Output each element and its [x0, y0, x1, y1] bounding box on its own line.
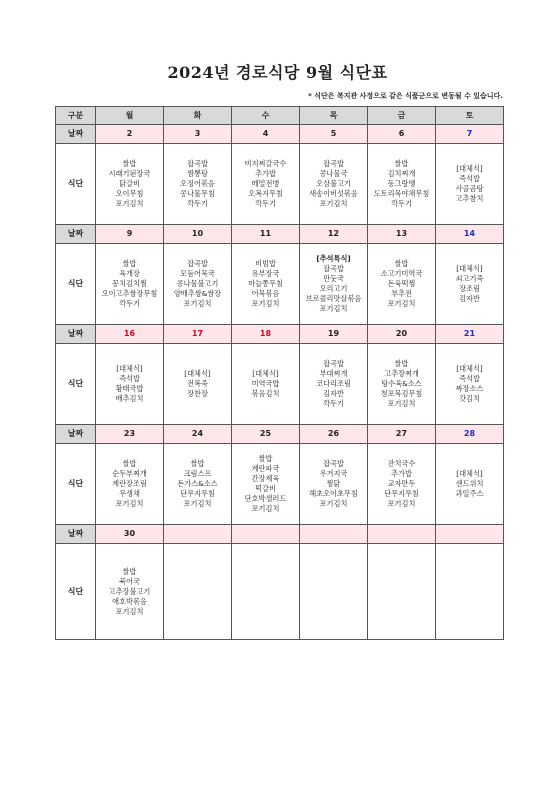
date-cell: 25 — [232, 425, 300, 444]
date-cell: 19 — [300, 325, 368, 344]
menu-cell — [436, 444, 504, 525]
menu-cell — [232, 444, 300, 525]
menu-item: 순두부찌개 — [112, 469, 147, 478]
menu-item: 포기김치 — [319, 304, 348, 313]
menu-item: [대체식] — [456, 469, 483, 478]
date-cell: 28 — [436, 425, 504, 444]
menu-item: 깍두기 — [391, 199, 412, 208]
menu-item: 깍두기 — [323, 399, 344, 408]
menu-item: 꽁치김치찜 — [112, 279, 147, 288]
menu-item: 황태국밥 — [115, 384, 144, 393]
meal-calendar-table — [55, 106, 504, 640]
date-cell: 12 — [300, 225, 368, 244]
menu-item: 포기김치 — [183, 499, 212, 508]
menu-item: 오이무침 — [115, 189, 144, 198]
menu-item: 오이고추쌈장무침 — [101, 289, 158, 298]
menu-item: 잡곡밥 — [323, 159, 344, 168]
menu-item: 돈가스&소스 — [177, 479, 218, 488]
menu-cell — [232, 344, 300, 425]
menu-item: [대체식] — [456, 264, 483, 273]
menu-cell — [96, 444, 164, 525]
menu-item: 잡곡밥 — [187, 259, 208, 268]
menu-item: 마늘쫑무침 — [248, 279, 283, 288]
header-row — [56, 107, 504, 125]
menu-cell — [164, 444, 232, 525]
menu-cell — [232, 244, 300, 325]
menu-item: 오징어볶음 — [180, 179, 215, 188]
menu-item: [대체식] — [456, 364, 483, 373]
menu-cell — [164, 544, 232, 640]
menu-item: 동그랑땡 — [387, 179, 416, 188]
date-row — [56, 525, 504, 544]
date-row — [56, 325, 504, 344]
menu-item: 장조림 — [459, 284, 480, 293]
menu-item: 김치찌개 — [387, 169, 416, 178]
menu-item: 콩나물무침 — [180, 189, 215, 198]
menu-item: 브로콜리맛살볶음 — [305, 294, 362, 303]
date-cell: 10 — [164, 225, 232, 244]
menu-item: 쌀밥 — [122, 159, 137, 168]
date-cell: 4 — [232, 125, 300, 144]
menu-cell — [368, 544, 436, 640]
menu-item: 깍두기 — [255, 199, 276, 208]
menu-item: 교자만두 — [387, 479, 416, 488]
menu-item: 추가밥 — [255, 169, 276, 178]
menu-item: 즉석밥 — [459, 374, 480, 383]
menu-item: 포기김치 — [115, 199, 144, 208]
header-mon: 월 — [96, 107, 164, 125]
menu-item: 잡곡밥 — [187, 159, 208, 168]
menu-item: 쌀밥 — [394, 159, 409, 168]
menu-item: 배추김치 — [115, 394, 144, 403]
menu-item: 부추전 — [391, 289, 412, 298]
menu-item: 시래기된장국 — [108, 169, 151, 178]
menu-item: 포기김치 — [251, 299, 280, 308]
menu-cell — [96, 544, 164, 640]
menu-item: 콩나물불고기 — [176, 279, 219, 288]
menu-item: 깍두기 — [119, 299, 140, 308]
menu-cell — [96, 244, 164, 325]
menu-cell — [368, 144, 436, 225]
menu-cell — [368, 444, 436, 525]
menu-cell — [232, 144, 300, 225]
date-cell: 2 — [96, 125, 164, 144]
menu-item: 유부장국 — [251, 269, 280, 278]
meal-row — [56, 244, 504, 325]
meal-row — [56, 144, 504, 225]
menu-item: 돈육떡찜 — [387, 279, 416, 288]
menu-cell — [96, 344, 164, 425]
menu-item: 즉석밥 — [119, 374, 140, 383]
menu-item: 고추장찌개 — [384, 369, 419, 378]
menu-item: 과일주스 — [455, 489, 484, 498]
date-cell: 9 — [96, 225, 164, 244]
header-tue: 화 — [164, 107, 232, 125]
meal-row-label: 식단 — [56, 144, 96, 225]
menu-cell — [300, 244, 368, 325]
meal-row-label: 식단 — [56, 344, 96, 425]
meal-row — [56, 344, 504, 425]
menu-item: 포기김치 — [183, 299, 212, 308]
menu-item: 사골곰탕 — [455, 184, 484, 193]
menu-cell — [368, 244, 436, 325]
menu-item: 계란장조림 — [112, 479, 147, 488]
menu-cell — [436, 144, 504, 225]
date-cell: 14 — [436, 225, 504, 244]
menu-cell — [232, 544, 300, 640]
date-cell: 26 — [300, 425, 368, 444]
menu-item: 어묵볶음 — [251, 289, 280, 298]
menu-item: 청포묵김무침 — [380, 389, 423, 398]
date-cell: 18 — [232, 325, 300, 344]
date-cell: 3 — [164, 125, 232, 144]
menu-item: 해초오이초무침 — [309, 489, 358, 498]
menu-item: 비빔밥 — [255, 259, 276, 268]
menu-item: 오리고기 — [319, 284, 348, 293]
menu-item: 코다리조림 — [316, 379, 351, 388]
menu-item: 고추장불고기 — [108, 586, 151, 596]
menu-item: 양배추쌈&쌈장 — [173, 289, 222, 298]
date-cell: 30 — [96, 525, 164, 544]
menu-item: [대체식] — [116, 364, 143, 373]
menu-item: 메밀전병 — [251, 179, 280, 188]
date-row — [56, 125, 504, 144]
menu-item: 육개장 — [119, 269, 140, 278]
date-cell: 27 — [368, 425, 436, 444]
menu-item: [추석특식] — [316, 254, 351, 263]
meal-row-label: 식단 — [56, 544, 96, 640]
menu-item: 모듬어묵국 — [180, 269, 215, 278]
menu-item: 떡갈비 — [255, 484, 276, 493]
menu-item: 포기김치 — [115, 499, 144, 508]
menu-item: 비지찌갈국수 — [244, 159, 287, 168]
date-row-label: 날짜 — [56, 425, 96, 444]
menu-item: 닭갈비 — [119, 179, 140, 188]
header-thu: 목 — [300, 107, 368, 125]
date-cell: 16 — [96, 325, 164, 344]
menu-item: 쇠고기죽 — [455, 274, 484, 283]
menu-item: 크림스프 — [183, 469, 212, 478]
meal-row — [56, 544, 504, 640]
date-cell: 13 — [368, 225, 436, 244]
menu-item: 깍두기 — [187, 199, 208, 208]
menu-item: 즉석밥 — [459, 174, 480, 183]
date-cell: 17 — [164, 325, 232, 344]
menu-item: 고추참치 — [455, 194, 484, 203]
menu-cell — [164, 144, 232, 225]
menu-item: 짜장소스 — [455, 384, 484, 393]
menu-cell — [436, 544, 504, 640]
date-row-label: 날짜 — [56, 125, 96, 144]
menu-item: 애호박볶음 — [112, 596, 147, 606]
date-cell: 7 — [436, 125, 504, 144]
menu-cell — [164, 344, 232, 425]
date-cell: 20 — [368, 325, 436, 344]
menu-item: 잡곡밥 — [323, 359, 344, 368]
menu-item: 쌀밥 — [394, 259, 409, 268]
menu-item: 포기김치 — [115, 606, 144, 616]
menu-item: 쌀밥 — [190, 459, 205, 468]
date-row-label: 날짜 — [56, 225, 96, 244]
date-cell — [164, 525, 232, 544]
date-cell — [368, 525, 436, 544]
date-row-label: 날짜 — [56, 325, 96, 344]
date-row-label: 날짜 — [56, 525, 96, 544]
meal-row — [56, 444, 504, 525]
date-row — [56, 225, 504, 244]
menu-item: 무생채 — [119, 489, 140, 498]
date-cell: 11 — [232, 225, 300, 244]
menu-item: 만둣국 — [323, 274, 344, 283]
date-cell — [232, 525, 300, 544]
menu-cell — [436, 344, 504, 425]
menu-item: [대체식] — [184, 369, 211, 378]
menu-item: 추가밥 — [391, 469, 412, 478]
date-cell: 24 — [164, 425, 232, 444]
menu-item: 새송이버섯볶음 — [309, 189, 358, 198]
menu-item: 전복죽 — [187, 379, 208, 388]
menu-item: 포기김치 — [387, 399, 416, 408]
page-title: 2024년 경로식당 9월 식단표 — [167, 63, 388, 82]
menu-item: 볶음김치 — [251, 389, 280, 398]
menu-item: 단호박샐러드 — [244, 494, 287, 503]
menu-item: 샌드위치 — [455, 479, 484, 488]
meal-row-label: 식단 — [56, 244, 96, 325]
menu-item: 콩나물국 — [319, 169, 348, 178]
date-cell — [300, 525, 368, 544]
menu-item: 갓김치 — [459, 394, 480, 403]
menu-item: 간장제육 — [251, 474, 280, 483]
menu-item: 단무지무침 — [384, 489, 419, 498]
menu-item: [대체식] — [456, 164, 483, 173]
menu-item: 쌀밥 — [258, 454, 273, 463]
menu-item: 오삼불고기 — [316, 179, 351, 188]
menu-item: 잡곡밥 — [323, 459, 344, 468]
menu-item: 오복지무침 — [248, 189, 283, 198]
menu-item: 쌀밥 — [122, 566, 137, 576]
menu-item: 부대찌개 — [319, 369, 348, 378]
menu-item: 포기김치 — [251, 504, 280, 513]
menu-item: 김자반 — [459, 294, 480, 303]
menu-item: 포기김치 — [387, 299, 416, 308]
menu-cell — [300, 144, 368, 225]
date-row — [56, 425, 504, 444]
meal-row-label: 식단 — [56, 444, 96, 525]
menu-cell — [96, 144, 164, 225]
menu-item: 쌀밥 — [122, 259, 137, 268]
menu-item: 잔치국수 — [387, 459, 416, 468]
menu-item: 짬뽕탕 — [187, 169, 208, 178]
date-cell — [436, 525, 504, 544]
menu-item: 쌀밥 — [394, 359, 409, 368]
menu-item: 김자반 — [323, 389, 344, 398]
menu-item: 포기김치 — [319, 499, 348, 508]
menu-item: [대체식] — [252, 369, 279, 378]
menu-item: 장찬장 — [187, 389, 208, 398]
date-cell: 23 — [96, 425, 164, 444]
date-cell: 5 — [300, 125, 368, 144]
header-category: 구분 — [56, 107, 96, 125]
menu-cell — [300, 544, 368, 640]
date-cell: 6 — [368, 125, 436, 144]
menu-item: 북어국 — [119, 576, 140, 586]
menu-change-note: * 식단은 복지관 사정으로 같은 식품군으로 변동될 수 있습니다. — [308, 92, 503, 100]
menu-item: 미역국밥 — [251, 379, 280, 388]
menu-item: 소고기미역국 — [380, 269, 423, 278]
header-fri: 금 — [368, 107, 436, 125]
menu-item: 탕수육&소스 — [381, 379, 422, 388]
menu-item: 단무지무침 — [180, 489, 215, 498]
menu-item: 도토리묵야채무침 — [373, 189, 430, 198]
header-sat: 토 — [436, 107, 504, 125]
header-wed: 수 — [232, 107, 300, 125]
menu-cell — [436, 244, 504, 325]
date-cell: 21 — [436, 325, 504, 344]
menu-cell — [300, 444, 368, 525]
menu-item: 포기김치 — [319, 199, 348, 208]
menu-cell — [164, 244, 232, 325]
menu-item: 계란파국 — [251, 464, 280, 473]
menu-item: 쌀밥 — [122, 459, 137, 468]
menu-item: 찜닭 — [326, 479, 341, 488]
menu-cell — [300, 344, 368, 425]
menu-item: 포기김치 — [387, 499, 416, 508]
menu-cell — [368, 344, 436, 425]
menu-item: 우거지국 — [319, 469, 348, 478]
menu-item: 잡곡밥 — [323, 264, 344, 273]
